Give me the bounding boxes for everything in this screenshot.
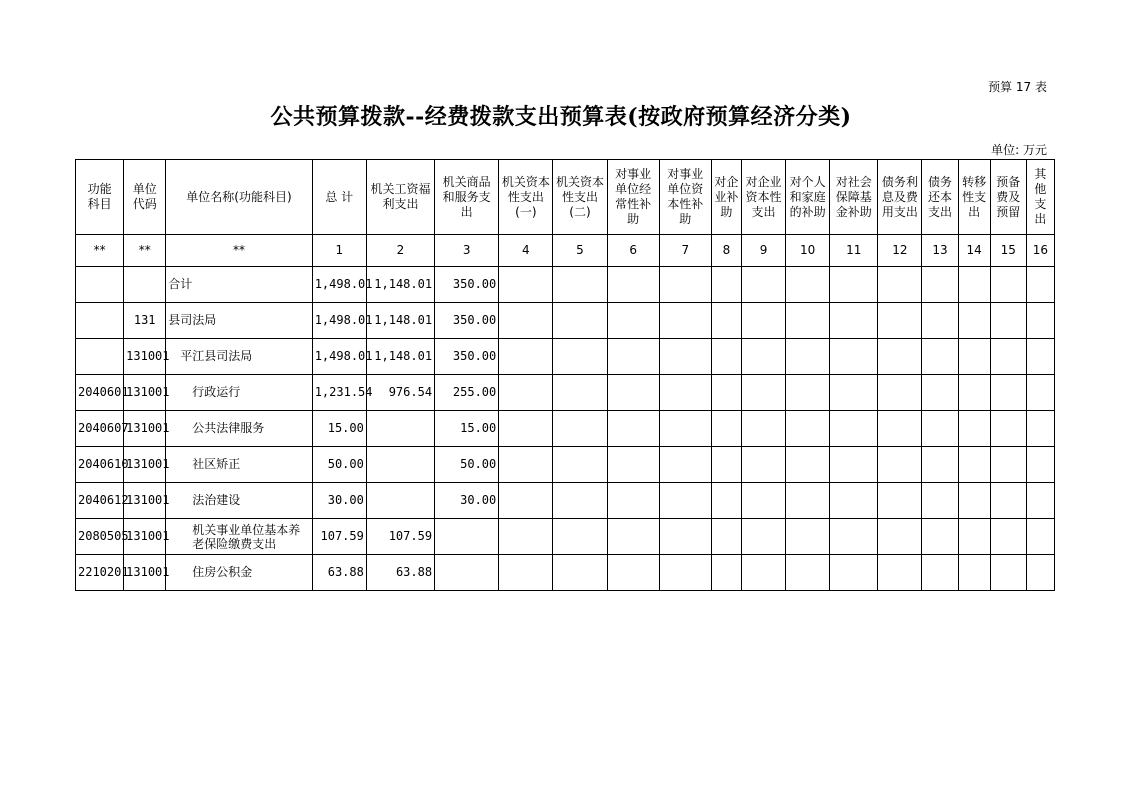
column-header: 对社会 保障基 金补助 [830, 160, 878, 235]
column-index: ** [124, 235, 166, 267]
empty-cell [830, 447, 878, 483]
column-index: 2 [366, 235, 434, 267]
empty-cell [990, 303, 1026, 339]
column-header: 单位 代码 [124, 160, 166, 235]
column-index: ** [166, 235, 312, 267]
empty-cell [830, 483, 878, 519]
salary-cell: 1,148.01 [366, 267, 434, 303]
empty-cell [741, 339, 785, 375]
column-index: 3 [435, 235, 499, 267]
column-index: 9 [741, 235, 785, 267]
column-header: 对个人 和家庭 的补助 [786, 160, 830, 235]
unit-code-cell [124, 267, 166, 303]
column-header: 对企业 资本性 支出 [741, 160, 785, 235]
empty-cell [659, 447, 711, 483]
column-index: 13 [922, 235, 958, 267]
empty-cell [990, 519, 1026, 555]
salary-cell [366, 483, 434, 519]
column-header: 总 计 [312, 160, 366, 235]
goods-services-cell: 15.00 [435, 411, 499, 447]
empty-cell [499, 555, 553, 591]
empty-cell [958, 447, 990, 483]
salary-cell [366, 411, 434, 447]
unit-code-cell: 131001 [124, 519, 166, 555]
goods-services-cell: 50.00 [435, 447, 499, 483]
empty-cell [711, 339, 741, 375]
empty-cell [741, 483, 785, 519]
empty-cell [553, 519, 607, 555]
empty-cell [499, 519, 553, 555]
column-header: 对事业 单位经 常性补 助 [607, 160, 659, 235]
table-row [76, 447, 1055, 483]
empty-cell [922, 411, 958, 447]
empty-cell [607, 555, 659, 591]
unit-code-cell: 131001 [124, 339, 166, 375]
empty-cell [830, 339, 878, 375]
empty-cell [958, 411, 990, 447]
empty-cell [659, 375, 711, 411]
salary-cell: 107.59 [366, 519, 434, 555]
empty-cell [607, 519, 659, 555]
form-number: 预算 17 表 [988, 80, 1047, 94]
empty-cell [741, 267, 785, 303]
empty-cell [553, 555, 607, 591]
table-row [76, 555, 1055, 591]
column-header: 单位名称(功能科目) [166, 160, 312, 235]
empty-cell [607, 339, 659, 375]
table-row [76, 375, 1055, 411]
function-code-cell [76, 303, 124, 339]
function-code-cell: 2040607 [76, 411, 124, 447]
function-code-cell: 2080505 [76, 519, 124, 555]
total-cell: 15.00 [312, 411, 366, 447]
empty-cell [499, 267, 553, 303]
empty-cell [786, 519, 830, 555]
empty-cell [786, 447, 830, 483]
column-index: 6 [607, 235, 659, 267]
empty-cell [553, 411, 607, 447]
empty-cell [741, 447, 785, 483]
empty-cell [786, 555, 830, 591]
empty-cell [830, 303, 878, 339]
empty-cell [499, 303, 553, 339]
empty-cell [878, 411, 922, 447]
salary-cell [366, 447, 434, 483]
empty-cell [711, 375, 741, 411]
column-header: 机关资本 性支出 (二) [553, 160, 607, 235]
goods-services-cell: 350.00 [435, 267, 499, 303]
empty-cell [553, 339, 607, 375]
empty-cell [499, 339, 553, 375]
empty-cell [659, 483, 711, 519]
empty-cell [922, 483, 958, 519]
unit-name-cell: 住房公积金 [166, 555, 312, 591]
empty-cell [607, 375, 659, 411]
total-cell: 1,498.01 [312, 267, 366, 303]
total-cell: 1,498.01 [312, 303, 366, 339]
empty-cell [878, 519, 922, 555]
column-header: 债务利 息及费 用支出 [878, 160, 922, 235]
empty-cell [878, 555, 922, 591]
empty-cell [711, 519, 741, 555]
table-body [76, 267, 1055, 591]
table-row [76, 519, 1055, 555]
empty-cell [958, 483, 990, 519]
empty-cell [553, 483, 607, 519]
empty-cell [878, 267, 922, 303]
empty-cell [1026, 483, 1054, 519]
empty-cell [922, 519, 958, 555]
column-index: 1 [312, 235, 366, 267]
table-row [76, 339, 1055, 375]
empty-cell [958, 303, 990, 339]
empty-cell [499, 447, 553, 483]
empty-cell [990, 555, 1026, 591]
unit-name-cell: 机关事业单位基本养 老保险缴费支出 [166, 519, 312, 555]
column-index: 4 [499, 235, 553, 267]
empty-cell [741, 303, 785, 339]
unit-name-cell: 平江县司法局 [166, 339, 312, 375]
unit-name-cell: 法治建设 [166, 483, 312, 519]
empty-cell [990, 483, 1026, 519]
empty-cell [607, 483, 659, 519]
empty-cell [830, 267, 878, 303]
empty-cell [786, 411, 830, 447]
empty-cell [741, 519, 785, 555]
column-header: 机关资本 性支出 (一) [499, 160, 553, 235]
empty-cell [659, 339, 711, 375]
empty-cell [922, 447, 958, 483]
column-index: 12 [878, 235, 922, 267]
table-row [76, 483, 1055, 519]
empty-cell [830, 375, 878, 411]
total-cell: 107.59 [312, 519, 366, 555]
empty-cell [741, 411, 785, 447]
empty-cell [878, 303, 922, 339]
empty-cell [830, 411, 878, 447]
salary-cell: 1,148.01 [366, 339, 434, 375]
unit-code-cell: 131001 [124, 411, 166, 447]
unit-name-cell: 合计 [166, 267, 312, 303]
function-code-cell [76, 339, 124, 375]
column-index: 15 [990, 235, 1026, 267]
empty-cell [1026, 411, 1054, 447]
empty-cell [659, 555, 711, 591]
empty-cell [711, 555, 741, 591]
empty-cell [741, 375, 785, 411]
column-header: 其 他 支 出 [1026, 160, 1054, 235]
function-code-cell: 2040601 [76, 375, 124, 411]
unit-code-cell: 131001 [124, 447, 166, 483]
empty-cell [1026, 303, 1054, 339]
empty-cell [990, 411, 1026, 447]
goods-services-cell: 350.00 [435, 303, 499, 339]
empty-cell [1026, 519, 1054, 555]
empty-cell [659, 411, 711, 447]
empty-cell [1026, 555, 1054, 591]
empty-cell [878, 447, 922, 483]
salary-cell: 976.54 [366, 375, 434, 411]
empty-cell [499, 411, 553, 447]
column-header: 债务 还本 支出 [922, 160, 958, 235]
empty-cell [958, 555, 990, 591]
empty-cell [499, 483, 553, 519]
goods-services-cell [435, 555, 499, 591]
empty-cell [499, 375, 553, 411]
function-code-cell [76, 267, 124, 303]
function-code-cell: 2210201 [76, 555, 124, 591]
empty-cell [607, 267, 659, 303]
empty-cell [878, 483, 922, 519]
column-index: 16 [1026, 235, 1054, 267]
empty-cell [878, 375, 922, 411]
unit-code-cell: 131001 [124, 483, 166, 519]
column-index: 10 [786, 235, 830, 267]
total-cell: 1,498.01 [312, 339, 366, 375]
empty-cell [786, 339, 830, 375]
table-row [76, 411, 1055, 447]
empty-cell [711, 483, 741, 519]
empty-cell [958, 519, 990, 555]
column-header: 功能 科目 [76, 160, 124, 235]
column-index: 7 [659, 235, 711, 267]
goods-services-cell: 30.00 [435, 483, 499, 519]
column-header: 转移 性支 出 [958, 160, 990, 235]
empty-cell [922, 303, 958, 339]
empty-cell [659, 267, 711, 303]
empty-cell [553, 303, 607, 339]
budget-table [75, 159, 1055, 591]
empty-cell [922, 267, 958, 303]
unit-name-cell: 社区矫正 [166, 447, 312, 483]
empty-cell [1026, 375, 1054, 411]
total-cell: 30.00 [312, 483, 366, 519]
unit-name-cell: 公共法律服务 [166, 411, 312, 447]
table-row [76, 267, 1055, 303]
goods-services-cell: 255.00 [435, 375, 499, 411]
empty-cell [659, 519, 711, 555]
empty-cell [958, 339, 990, 375]
empty-cell [607, 411, 659, 447]
empty-cell [711, 447, 741, 483]
empty-cell [830, 519, 878, 555]
salary-cell: 63.88 [366, 555, 434, 591]
empty-cell [711, 411, 741, 447]
unit-code-cell: 131001 [124, 375, 166, 411]
empty-cell [958, 267, 990, 303]
empty-cell [1026, 267, 1054, 303]
empty-cell [607, 447, 659, 483]
empty-cell [553, 447, 607, 483]
empty-cell [958, 375, 990, 411]
header-row [76, 160, 1055, 235]
unit-name-cell: 县司法局 [166, 303, 312, 339]
empty-cell [786, 375, 830, 411]
empty-cell [830, 555, 878, 591]
empty-cell [922, 555, 958, 591]
empty-cell [990, 339, 1026, 375]
column-index: 8 [711, 235, 741, 267]
empty-cell [922, 375, 958, 411]
empty-cell [786, 267, 830, 303]
function-code-cell: 2040610 [76, 447, 124, 483]
empty-cell [553, 267, 607, 303]
goods-services-cell: 350.00 [435, 339, 499, 375]
column-header: 对事业 单位资 本性补 助 [659, 160, 711, 235]
column-index: ** [76, 235, 124, 267]
column-header: 机关商品 和服务支 出 [435, 160, 499, 235]
unit-code-cell: 131001 [124, 555, 166, 591]
empty-cell [990, 375, 1026, 411]
empty-cell [990, 267, 1026, 303]
column-index: 11 [830, 235, 878, 267]
empty-cell [922, 339, 958, 375]
salary-cell: 1,148.01 [366, 303, 434, 339]
empty-cell [990, 447, 1026, 483]
function-code-cell: 2040612 [76, 483, 124, 519]
column-header: 对企 业补 助 [711, 160, 741, 235]
empty-cell [607, 303, 659, 339]
unit-name-cell: 行政运行 [166, 375, 312, 411]
column-index-row [76, 235, 1055, 267]
goods-services-cell [435, 519, 499, 555]
table-row [76, 303, 1055, 339]
empty-cell [741, 555, 785, 591]
unit-label: 单位: 万元 [991, 143, 1047, 157]
total-cell: 50.00 [312, 447, 366, 483]
total-cell: 1,231.54 [312, 375, 366, 411]
empty-cell [711, 267, 741, 303]
column-header: 机关工资福 利支出 [366, 160, 434, 235]
empty-cell [786, 483, 830, 519]
empty-cell [786, 303, 830, 339]
column-header: 预备 费及 预留 [990, 160, 1026, 235]
column-index: 14 [958, 235, 990, 267]
total-cell: 63.88 [312, 555, 366, 591]
unit-code-cell: 131 [124, 303, 166, 339]
empty-cell [711, 303, 741, 339]
column-index: 5 [553, 235, 607, 267]
empty-cell [878, 339, 922, 375]
empty-cell [553, 375, 607, 411]
empty-cell [1026, 447, 1054, 483]
page-title: 公共预算拨款--经费拨款支出预算表(按政府预算经济分类) [270, 104, 852, 130]
empty-cell [1026, 339, 1054, 375]
empty-cell [659, 303, 711, 339]
